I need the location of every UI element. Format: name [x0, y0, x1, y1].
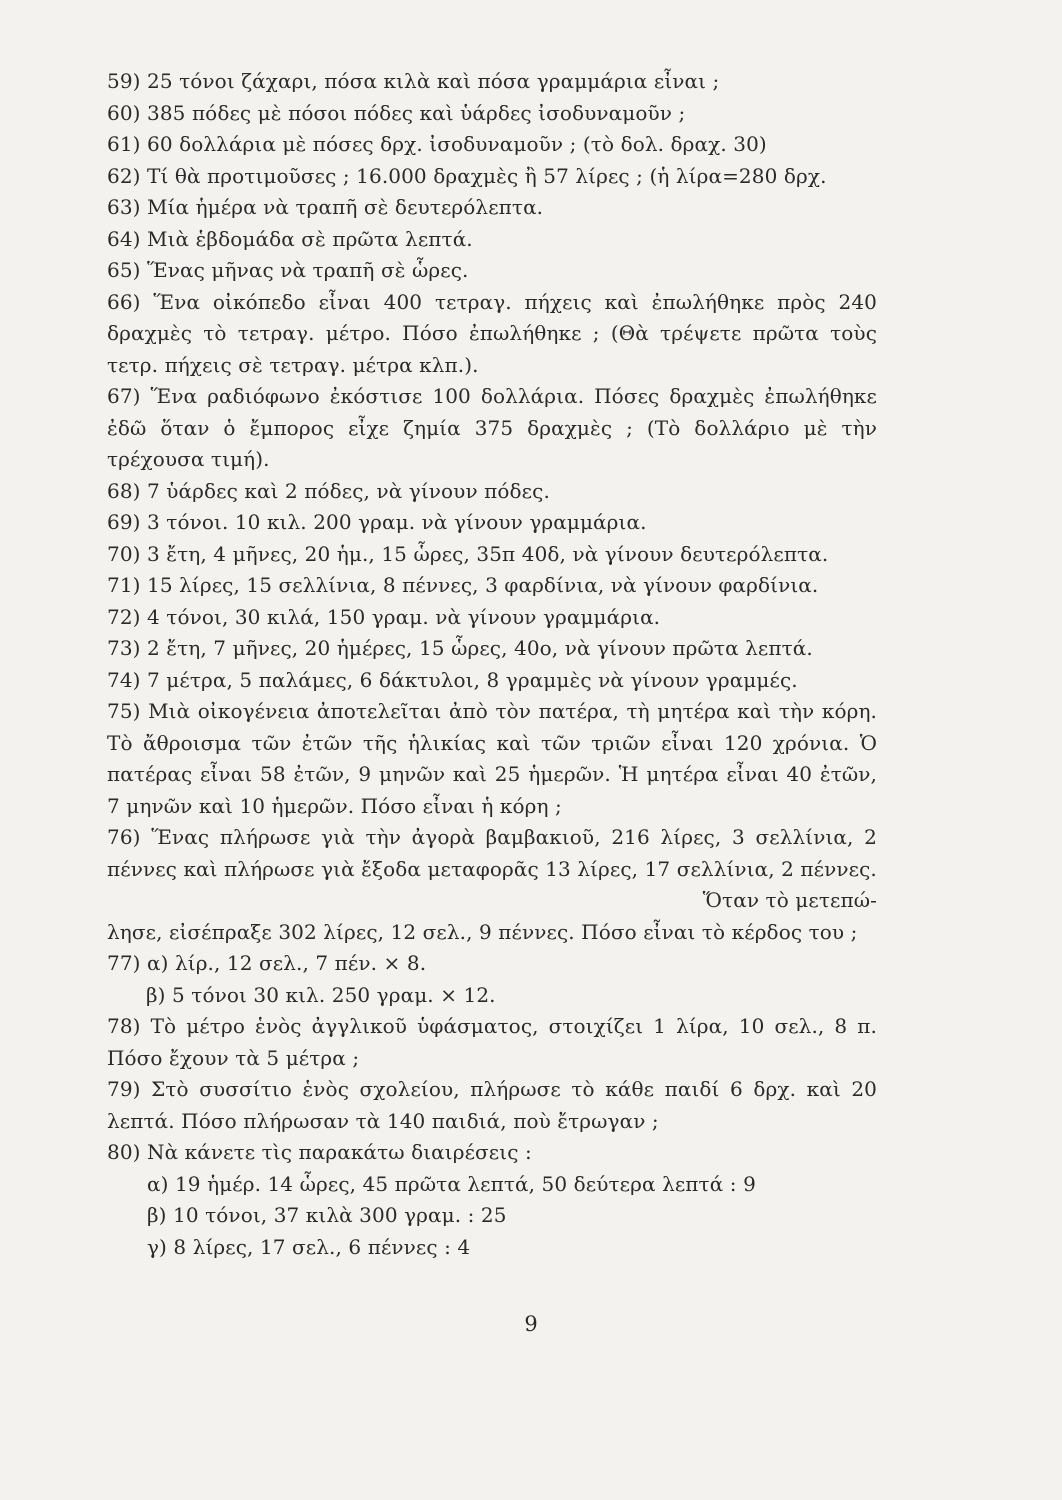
problem-list [107, 66, 877, 1263]
problem-72: 72) 4 τόνοι, 30 κιλά, 150 γραμ. νὰ γίνουν γραμμάρια. [107, 604, 661, 629]
problem-71: 71) 15 λίρες, 15 σελλίνια, 8 πέννες, 3 φαρδίνια, νὰ γίνουν φαρδίνια. [107, 573, 819, 597]
problem-74: 74) 7 μέτρα, 5 παλάμες, 6 δάκτυλοι, 8 γραμμὲς νὰ γίνουν γραμμές. [107, 667, 798, 692]
problem-62: 62) Τί θὰ προτιμοῦσες ; 16.000 δραχμὲς ἢ 57 λίρες ; (ἡ λίρα=280 δρχ. [107, 163, 827, 188]
problem-78: 78) Τὸ μέτρο ἑνὸς ἀγγλικοῦ ὑφάσματος, στοιχίζει 1 λίρα, 10 σελ., 8 π. Πόσο ἔχουν τὰ 5 μέτρα ; [107, 1014, 877, 1070]
problem-61: 61) 60 δολλάρια μὲ πόσες δρχ. ἰσοδυναμοῦν ; (τὸ δολ. δραχ. 30) [107, 132, 767, 156]
problem-77a: 77) α) λίρ., 12 σελ., 7 πέν. × 8. [107, 951, 427, 975]
problem-66: 66) Ἕνα οἰκόπεδο εἶναι 400 τετραγ. πήχεις καὶ ἐπωλήθηκε πρὸς 240 δραχμὲς τὸ τετραγ. μέτρο. Πόσο ἐπωλήθηκε ; (Θὰ τρέψετε πρῶτα τοὺς τετρ. πήχεις σὲ τετραγ. μέτρα κλπ.). [107, 289, 877, 377]
problem-80b: β) 10 τόνοι, 37 κιλὰ 300 γραμ. : 25 [147, 1203, 507, 1227]
problem-80c: γ) 8 λίρες, 17 σελ., 6 πέννες : 4 [147, 1234, 471, 1259]
problem-70: 70) 3 ἔτη, 4 μῆνες, 20 ἡμ., 15 ὧρες, 35π 40δ, νὰ γίνουν δευτερόλεπτα. [107, 541, 829, 566]
problem-75: 75) Μιὰ οἰκογένεια ἀποτελεῖται ἀπὸ τὸν πατέρα, τὴ μητέρα καὶ τὴν κόρη. Τὸ ἄθροισμα τῶν ἐτῶν τῆς ἡλικίας καὶ τῶν τριῶν εἶναι 120 χρόνια. Ὁ πατέρας εἶναι 58 ἐτῶν, 9 μηνῶν καὶ 25 ἡμερῶν. Ἡ μητέρα εἶναι 40 ἐτῶν, 7 μηνῶν καὶ 10 ἡμερῶν. Πόσο εἶναι ἡ κόρη ; [107, 699, 877, 818]
problem-68: 68) 7 ὑάρδες καὶ 2 πόδες, νὰ γίνουν πόδες. [107, 478, 550, 503]
problem-67: 67) Ἕνα ραδιόφωνο ἐκόστισε 100 δολλάρια. Πόσες δραχμὲς ἐπωλήθηκε ἐδῶ ὅταν ὁ ἔμπορος εἶχε ζημία 375 δραχμὲς ; (Τὸ δολλάριο μὲ τὴν τρέχουσα τιμή). [107, 384, 877, 471]
page-number: 9 [524, 1312, 538, 1336]
problem-76-end: λησε, εἰσέπραξε 302 λίρες, 12 σελ., 9 πέννες. Πόσο εἶναι τὸ κέρδος του ; [107, 919, 858, 944]
problem-77b: β) 5 τόνοι 30 κιλ. 250 γραμ. × 12. [146, 982, 496, 1007]
problem-59: 59) 25 τόνοι ζάχαρι, πόσα κιλὰ καὶ πόσα γραμμάρια εἶναι ; [107, 69, 720, 93]
problem-76: 76) Ἕνας πλήρωσε γιὰ τὴν ἀγορὰ βαμβακιοῦ, 216 λίρες, 3 σελλίνια, 2 πέννες καὶ πλήρωσε γιὰ ἔξοδα μεταφορᾶς 13 λίρες, 17 σελλίνια, 2 πέννες. [107, 825, 877, 881]
problem-80: 80) Νὰ κάνετε τὶς παρακάτω διαιρέσεις : [107, 1140, 532, 1164]
problem-73: 73) 2 ἔτη, 7 μῆνες, 20 ἡμέρες, 15 ὧρες, 40ο, νὰ γίνουν πρῶτα λεπτά. [107, 636, 813, 660]
problem-69: 69) 3 τόνοι. 10 κιλ. 200 γραμ. νὰ γίνουν γραμμάρια. [107, 510, 647, 534]
problem-60: 60) 385 πόδες μὲ πόσοι πόδες καὶ ὑάρδες ἰσοδυναμοῦν ; [107, 100, 686, 125]
problem-63: 63) Μία ἡμέρα νὰ τραπῆ σὲ δευτερόλεπτα. [107, 195, 544, 219]
problem-64: 64) Μιὰ ἑβδομάδα σὲ πρῶτα λεπτά. [107, 226, 473, 251]
problem-79: 79) Στὸ συσσίτιο ἑνὸς σχολείου, πλήρωσε τὸ κάθε παιδί 6 δρχ. καὶ 20 λεπτά. Πόσο πλήρωσαν τὰ 140 παιδιά, ποὺ ἔτρωγαν ; [107, 1077, 877, 1133]
problem-80a: α) 19 ἡμέρ. 14 ὧρες, 45 πρῶτα λεπτά, 50 δεύτερα λεπτά : 9 [147, 1171, 756, 1196]
problem-65: 65) Ἕνας μῆνας νὰ τραπῆ σὲ ὧρες. [107, 258, 469, 282]
problem-76-continued: Ὅταν τὸ μετεπώ- [702, 888, 877, 912]
